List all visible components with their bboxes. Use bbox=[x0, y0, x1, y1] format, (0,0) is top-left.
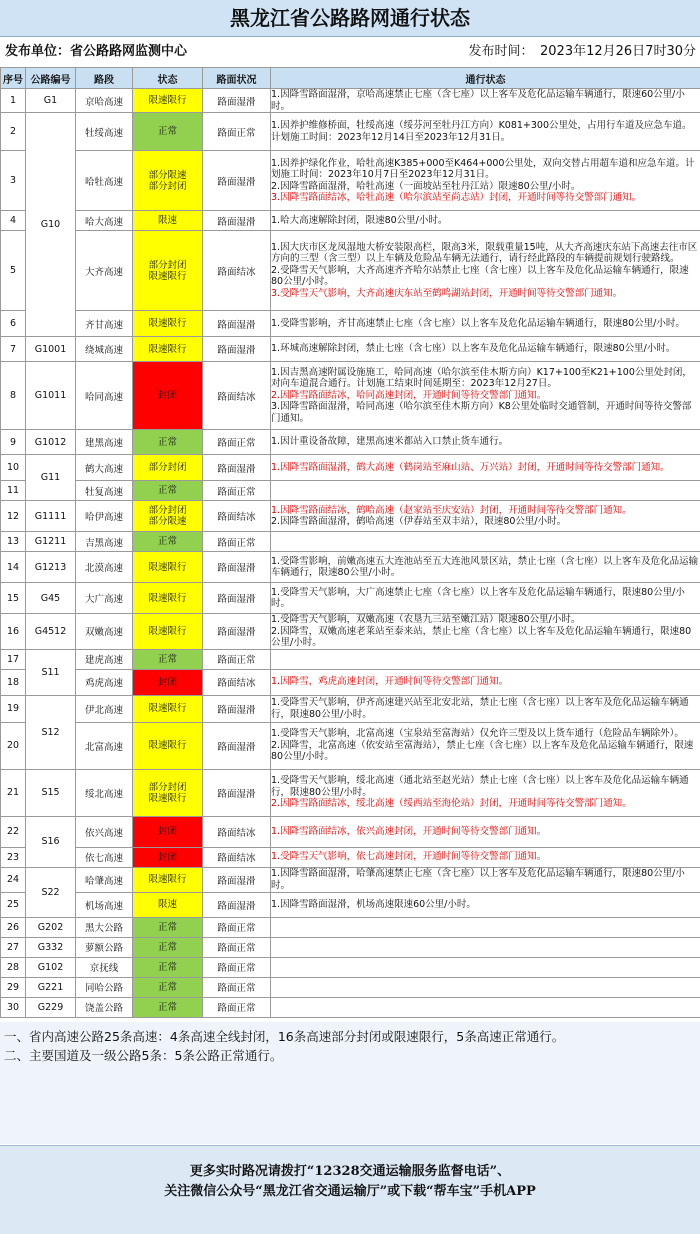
traffic-notes bbox=[271, 151, 700, 211]
road-name: 哈同高速 bbox=[76, 362, 133, 430]
table-row bbox=[1, 362, 700, 430]
status-badge bbox=[133, 769, 203, 816]
page-title: 黑龙江省公路路网通行状态 bbox=[0, 0, 700, 37]
traffic-notes bbox=[271, 481, 700, 501]
header-surface: 路面状况 bbox=[203, 68, 271, 89]
row-number: 24 bbox=[1, 867, 26, 892]
note-line: 1.受降雪天气影响，北富高速（宝泉站至富海站）仅允许三型及以上货车通行（危险品车辆除外）。 bbox=[271, 728, 700, 740]
status-badge: 封闭 bbox=[133, 362, 203, 430]
row-number: 1 bbox=[1, 89, 26, 113]
traffic-notes bbox=[271, 362, 700, 430]
note-line: 1.因计重设备故障，建黑高速米都站入口禁止货车通行。 bbox=[271, 436, 700, 448]
status-badge: 正常 bbox=[133, 917, 203, 937]
table-row bbox=[1, 501, 700, 532]
road-code: G45 bbox=[26, 583, 76, 614]
row-number: 29 bbox=[1, 977, 26, 997]
row-number: 19 bbox=[1, 695, 26, 722]
surface-condition: 路面湿滑 bbox=[203, 89, 271, 113]
road-name: 鸡虎高速 bbox=[76, 669, 133, 695]
traffic-notes bbox=[271, 501, 700, 532]
table-row bbox=[1, 337, 700, 362]
table-row bbox=[1, 867, 700, 892]
note-line: 1.因养护绿化作业，哈牡高速K385+000至K464+000公里处，双向交替占用超车道和应急车道。计划施工时间：2023年10月7日至2023年12月31日。 bbox=[271, 158, 700, 181]
status-badge: 限速限行 bbox=[133, 695, 203, 722]
road-name: 齐甘高速 bbox=[76, 311, 133, 337]
row-number: 2 bbox=[1, 113, 26, 151]
note-line: 1.因吉黑高速附属设施施工，哈同高速（哈尔滨至佳木斯方向）K17+100至K21+100公里处封闭，对向车道混合通行。计划施工结束时间延期至：2023年12月27日。 bbox=[271, 367, 700, 390]
table-row bbox=[1, 430, 700, 455]
row-number: 7 bbox=[1, 337, 26, 362]
road-name: 大广高速 bbox=[76, 583, 133, 614]
row-number: 13 bbox=[1, 532, 26, 552]
note-line: 1.因降雪，鸡虎高速封闭，开通时间等待交警部门通知。 bbox=[271, 676, 700, 688]
row-number: 23 bbox=[1, 847, 26, 867]
note-line: 2.因降雪路面湿滑，哈牡高速（一面坡站至牡丹江站）限速80公里/小时。 bbox=[271, 181, 700, 193]
traffic-notes bbox=[271, 532, 700, 552]
traffic-notes bbox=[271, 957, 700, 977]
traffic-notes bbox=[271, 997, 700, 1017]
status-badge: 部分封闭 bbox=[133, 455, 203, 481]
road-name: 伊北高速 bbox=[76, 695, 133, 722]
road-name: 建黑高速 bbox=[76, 430, 133, 455]
traffic-notes bbox=[271, 211, 700, 231]
note-line: 1.受降雪天气影响，绥北高速（通北站至赵光站）禁止七座（含七座）以上客车及危化品运输车辆通行，限速80公里/小时。 bbox=[271, 775, 700, 798]
status-badge: 正常 bbox=[133, 997, 203, 1017]
table-row bbox=[1, 532, 700, 552]
surface-condition: 路面正常 bbox=[203, 481, 271, 501]
note-line: 2.因降雪路面结冰，哈同高速封闭，开通时间等待交警部门通知。 bbox=[271, 390, 700, 402]
surface-condition: 路面湿滑 bbox=[203, 695, 271, 722]
note-line: 3.因降雪路面湿滑，哈同高速（哈尔滨至佳木斯方向）K8公里处临时交通管制，开通时间等待交警部门通知。 bbox=[271, 401, 700, 424]
summary-line-national: 二、主要国道及一级公路5条：5条公路正常通行。 bbox=[4, 1046, 282, 1064]
status-badge: 封闭 bbox=[133, 816, 203, 847]
note-line: 1.受降雪天气影响，伊齐高速建兴站至北安北站，禁止七座（含七座）以上客车及危化品运输车辆通行，限速80公里/小时。 bbox=[271, 697, 700, 720]
surface-condition: 路面正常 bbox=[203, 957, 271, 977]
surface-condition: 路面正常 bbox=[203, 532, 271, 552]
traffic-notes bbox=[271, 892, 700, 917]
row-number: 30 bbox=[1, 997, 26, 1017]
traffic-notes bbox=[271, 583, 700, 614]
row-number: 15 bbox=[1, 583, 26, 614]
status-text-line: 限速限行 bbox=[133, 793, 202, 804]
traffic-notes bbox=[271, 937, 700, 957]
note-line: 1.环城高速解除封闭，禁止七座（含七座）以上客车及危化品运输车辆通行，限速80公里/小时。 bbox=[271, 343, 700, 355]
status-text-line: 部分封闭 bbox=[133, 782, 202, 793]
summary-line-highways: 一、省内高速公路25条高速：4条高速全线封闭，16条高速部分封闭或限速限行，5条高速正常通行。 bbox=[4, 1027, 564, 1045]
traffic-notes bbox=[271, 669, 700, 695]
traffic-notes bbox=[271, 231, 700, 311]
surface-condition: 路面湿滑 bbox=[203, 455, 271, 481]
note-line: 3.因降雪路面结冰，哈牡高速（哈尔滨站至尚志站）封闭，开通时间等待交警部门通知。 bbox=[271, 192, 700, 204]
header-state: 状态 bbox=[133, 68, 203, 89]
note-line: 1.因降雪路面湿滑，机场高速限速60公里/小时。 bbox=[271, 899, 700, 911]
status-badge: 限速 bbox=[133, 892, 203, 917]
road-code: G229 bbox=[26, 997, 76, 1017]
status-text-line: 部分封闭 bbox=[133, 181, 202, 192]
row-number: 16 bbox=[1, 614, 26, 650]
footer-section bbox=[0, 1145, 700, 1234]
status-badge: 正常 bbox=[133, 977, 203, 997]
road-code: G332 bbox=[26, 937, 76, 957]
row-number: 9 bbox=[1, 430, 26, 455]
road-code: S16 bbox=[26, 816, 76, 867]
traffic-notes bbox=[271, 89, 700, 113]
road-name: 哈肇高速 bbox=[76, 867, 133, 892]
traffic-notes bbox=[271, 917, 700, 937]
note-line: 2.因降雪路面结冰，绥北高速（绥西站至海伦站）封闭，开通时间等待交警部门通知。 bbox=[271, 798, 700, 810]
table-row bbox=[1, 722, 700, 769]
status-badge bbox=[133, 501, 203, 532]
surface-condition: 路面结冰 bbox=[203, 816, 271, 847]
traffic-notes bbox=[271, 977, 700, 997]
note-line: 1.受降雪影响，前嫩高速五大连池站至五大连池风景区站，禁止七座（含七座）以上客车及危化品运输车辆通行，限速80公里/小时。 bbox=[271, 556, 700, 579]
road-code: G10 bbox=[26, 113, 76, 337]
traffic-notes bbox=[271, 113, 700, 151]
row-number: 17 bbox=[1, 649, 26, 669]
surface-condition: 路面湿滑 bbox=[203, 892, 271, 917]
row-number: 5 bbox=[1, 231, 26, 311]
status-badge: 限速 bbox=[133, 211, 203, 231]
header-no: 序号 bbox=[1, 68, 26, 89]
traffic-notes bbox=[271, 614, 700, 650]
note-line: 2.受降雪天气影响，大齐高速齐齐哈尔站禁止七座（含七座）以上客车及危化品运输车辆通行，限速80公里/小时。 bbox=[271, 265, 700, 288]
status-text-line: 限速限行 bbox=[133, 271, 202, 282]
status-text-line: 部分限速 bbox=[133, 516, 202, 527]
table-row bbox=[1, 816, 700, 847]
footer-line-hotline: 更多实时路况请拨打“12328交通运输服务监督电话”、 bbox=[0, 1160, 700, 1179]
status-badge bbox=[133, 231, 203, 311]
road-name: 大齐高速 bbox=[76, 231, 133, 311]
road-name: 京哈高速 bbox=[76, 89, 133, 113]
table-row bbox=[1, 151, 700, 211]
row-number: 14 bbox=[1, 552, 26, 583]
note-line: 1.因降雪路面结冰，鹤哈高速（赵家站至庆安站）封闭，开通时间等待交警部门通知。 bbox=[271, 505, 700, 517]
row-number: 25 bbox=[1, 892, 26, 917]
publish-time: 发布时间： 2023年12月26日7时30分 bbox=[469, 37, 696, 67]
road-name: 北漠高速 bbox=[76, 552, 133, 583]
header-code: 公路编号 bbox=[26, 68, 76, 89]
table-row bbox=[1, 552, 700, 583]
row-number: 10 bbox=[1, 455, 26, 481]
status-badge: 限速限行 bbox=[133, 867, 203, 892]
road-code: G202 bbox=[26, 917, 76, 937]
road-code: G1001 bbox=[26, 337, 76, 362]
surface-condition: 路面湿滑 bbox=[203, 552, 271, 583]
road-name: 绕城高速 bbox=[76, 337, 133, 362]
publish-bar bbox=[0, 37, 700, 67]
note-line: 1.受降雪天气影响，依七高速封闭，开通时间等待交警部门通知。 bbox=[271, 851, 700, 863]
road-code: S15 bbox=[26, 769, 76, 816]
status-text-line: 部分封闭 bbox=[133, 260, 202, 271]
note-line: 1.因降雪路面湿滑，哈肇高速禁止七座（含七座）以上客车及危化品运输车辆通行，限速80公里/小时。 bbox=[271, 868, 700, 891]
table-row bbox=[1, 977, 700, 997]
row-number: 21 bbox=[1, 769, 26, 816]
road-code: G1111 bbox=[26, 501, 76, 532]
road-code: S22 bbox=[26, 867, 76, 917]
table-row bbox=[1, 113, 700, 151]
table-row bbox=[1, 957, 700, 977]
surface-condition: 路面结冰 bbox=[203, 669, 271, 695]
surface-condition: 路面湿滑 bbox=[203, 583, 271, 614]
status-badge: 正常 bbox=[133, 532, 203, 552]
status-badge: 封闭 bbox=[133, 847, 203, 867]
road-name: 京抚线 bbox=[76, 957, 133, 977]
road-name: 哈伊高速 bbox=[76, 501, 133, 532]
road-code: G102 bbox=[26, 957, 76, 977]
surface-condition: 路面正常 bbox=[203, 430, 271, 455]
traffic-notes bbox=[271, 649, 700, 669]
row-number: 11 bbox=[1, 481, 26, 501]
surface-condition: 路面正常 bbox=[203, 977, 271, 997]
table-row bbox=[1, 917, 700, 937]
traffic-notes bbox=[271, 552, 700, 583]
note-line: 3.受降雪天气影响，大齐高速庆东站至鹤鸣湖站封闭，开通时间等待交警部门通知。 bbox=[271, 288, 700, 300]
table-row bbox=[1, 695, 700, 722]
status-badge: 限速限行 bbox=[133, 89, 203, 113]
status-badge: 正常 bbox=[133, 957, 203, 977]
surface-condition: 路面湿滑 bbox=[203, 867, 271, 892]
table-row bbox=[1, 481, 700, 501]
surface-condition: 路面湿滑 bbox=[203, 337, 271, 362]
status-badge bbox=[133, 151, 203, 211]
table-row bbox=[1, 311, 700, 337]
road-name: 鹤大高速 bbox=[76, 455, 133, 481]
row-number: 22 bbox=[1, 816, 26, 847]
note-line: 2.因降雪，北富高速（依安站至富海站），禁止七座（含七座）以上客车及危化品运输车辆通行，限速80公里/小时。 bbox=[271, 740, 700, 763]
traffic-notes bbox=[271, 455, 700, 481]
table-row bbox=[1, 211, 700, 231]
table-row bbox=[1, 455, 700, 481]
surface-condition: 路面正常 bbox=[203, 917, 271, 937]
row-number: 4 bbox=[1, 211, 26, 231]
publisher-label: 发布单位：省公路路网监测中心 bbox=[5, 37, 187, 67]
road-code: G1011 bbox=[26, 362, 76, 430]
status-badge: 正常 bbox=[133, 430, 203, 455]
road-name: 黑大公路 bbox=[76, 917, 133, 937]
status-badge: 正常 bbox=[133, 649, 203, 669]
road-name: 绥北高速 bbox=[76, 769, 133, 816]
status-badge: 正常 bbox=[133, 113, 203, 151]
road-name: 哈牡高速 bbox=[76, 151, 133, 211]
surface-condition: 路面正常 bbox=[203, 649, 271, 669]
status-badge: 限速限行 bbox=[133, 552, 203, 583]
note-line: 1.因降雪路面结冰，依兴高速封闭，开通时间等待交警部门通知。 bbox=[271, 826, 700, 838]
table-row bbox=[1, 847, 700, 867]
traffic-notes bbox=[271, 337, 700, 362]
road-code: G1211 bbox=[26, 532, 76, 552]
surface-condition: 路面湿滑 bbox=[203, 311, 271, 337]
surface-condition: 路面结冰 bbox=[203, 847, 271, 867]
road-name: 牡复高速 bbox=[76, 481, 133, 501]
table-row bbox=[1, 937, 700, 957]
traffic-notes bbox=[271, 847, 700, 867]
surface-condition: 路面正常 bbox=[203, 997, 271, 1017]
row-number: 18 bbox=[1, 669, 26, 695]
note-line: 1.因大庆市区龙凤湿地大桥安装限高栏，限高3米，限载重量15吨，从大齐高速庆东站下高速去往市区方向的三型（含三型）以上车辆及危险品车辆无法通行，请行经此路段的车辆提前规划行驶路线。 bbox=[271, 242, 700, 265]
footer-line-app: 关注微信公众号“黑龙江省交通运输厅”或下载“帮车宝”手机APP bbox=[0, 1180, 700, 1199]
road-code: G1012 bbox=[26, 430, 76, 455]
road-name: 依七高速 bbox=[76, 847, 133, 867]
surface-condition: 路面湿滑 bbox=[203, 769, 271, 816]
table-row bbox=[1, 649, 700, 669]
status-badge: 限速限行 bbox=[133, 583, 203, 614]
note-line: 1.受降雪天气影响，双嫩高速（农垦九三站至嫩江站）限速80公里/小时。 bbox=[271, 614, 700, 626]
traffic-notes bbox=[271, 695, 700, 722]
row-number: 20 bbox=[1, 722, 26, 769]
note-line: 1.因降雪路面湿滑，京哈高速禁止七座（含七座）以上客车及危化品运输车辆通行，限速60公里/小时。 bbox=[271, 89, 700, 112]
row-number: 6 bbox=[1, 311, 26, 337]
road-code: S12 bbox=[26, 695, 76, 769]
table-row bbox=[1, 89, 700, 113]
table-row bbox=[1, 997, 700, 1017]
road-name: 同哈公路 bbox=[76, 977, 133, 997]
surface-condition: 路面正常 bbox=[203, 113, 271, 151]
status-badge: 封闭 bbox=[133, 669, 203, 695]
road-name: 机场高速 bbox=[76, 892, 133, 917]
road-code: G221 bbox=[26, 977, 76, 997]
road-name: 牡绥高速 bbox=[76, 113, 133, 151]
table-row bbox=[1, 583, 700, 614]
table-row bbox=[1, 769, 700, 816]
surface-condition: 路面湿滑 bbox=[203, 211, 271, 231]
row-number: 26 bbox=[1, 917, 26, 937]
row-number: 27 bbox=[1, 937, 26, 957]
row-number: 28 bbox=[1, 957, 26, 977]
road-code: S11 bbox=[26, 649, 76, 695]
traffic-notes bbox=[271, 311, 700, 337]
note-line: 2.因降雪路面湿滑，鹤哈高速（伊春站至双丰站），限速80公里/小时。 bbox=[271, 516, 700, 528]
surface-condition: 路面结冰 bbox=[203, 362, 271, 430]
row-number: 8 bbox=[1, 362, 26, 430]
status-text-line: 部分限速 bbox=[133, 170, 202, 181]
note-line: 1.因降雪路面湿滑，鹤大高速（鹤岗站至麻山站、万兴站）封闭，开通时间等待交警部门通知。 bbox=[271, 462, 700, 474]
table-row bbox=[1, 669, 700, 695]
road-name: 萝额公路 bbox=[76, 937, 133, 957]
note-line: 1.哈大高速解除封闭，限速80公里/小时。 bbox=[271, 215, 700, 227]
surface-condition: 路面湿滑 bbox=[203, 151, 271, 211]
table-row bbox=[1, 231, 700, 311]
header-notes: 通行状态 bbox=[271, 68, 700, 89]
traffic-notes bbox=[271, 867, 700, 892]
table-header-row bbox=[1, 68, 700, 89]
note-line: 1.受降雪影响，齐甘高速禁止七座（含七座）以上客车及危化品运输车辆通行，限速80公里/小时。 bbox=[271, 318, 700, 330]
row-number: 3 bbox=[1, 151, 26, 211]
surface-condition: 路面湿滑 bbox=[203, 614, 271, 650]
status-badge: 限速限行 bbox=[133, 311, 203, 337]
summary-section bbox=[0, 1022, 700, 1144]
traffic-notes bbox=[271, 722, 700, 769]
traffic-notes bbox=[271, 430, 700, 455]
traffic-notes bbox=[271, 769, 700, 816]
road-name: 北富高速 bbox=[76, 722, 133, 769]
row-number: 12 bbox=[1, 501, 26, 532]
surface-condition: 路面湿滑 bbox=[203, 722, 271, 769]
status-badge: 限速限行 bbox=[133, 722, 203, 769]
note-line: 1.受降雪天气影响，大广高速禁止七座（含七座）以上客车及危化品运输车辆通行，限速80公里/小时。 bbox=[271, 587, 700, 610]
status-badge: 限速限行 bbox=[133, 337, 203, 362]
road-code: G1 bbox=[26, 89, 76, 113]
road-name: 双嫩高速 bbox=[76, 614, 133, 650]
road-code: G1213 bbox=[26, 552, 76, 583]
road-name: 饶盖公路 bbox=[76, 997, 133, 1017]
road-name: 哈大高速 bbox=[76, 211, 133, 231]
status-text-line: 部分封闭 bbox=[133, 505, 202, 516]
surface-condition: 路面正常 bbox=[203, 937, 271, 957]
road-code: G4512 bbox=[26, 614, 76, 650]
road-name: 建虎高速 bbox=[76, 649, 133, 669]
note-line: 1.因养护维修桥面，牡绥高速（绥芬河至牡丹江方向）K081+300公里处，占用行车道及应急车道。计划施工时间：2023年12月14日至2023年12月31日。 bbox=[271, 120, 700, 143]
status-badge: 正常 bbox=[133, 481, 203, 501]
road-status-table bbox=[0, 67, 700, 1018]
table-row bbox=[1, 892, 700, 917]
road-code: G11 bbox=[26, 455, 76, 501]
traffic-notes bbox=[271, 816, 700, 847]
status-badge: 限速限行 bbox=[133, 614, 203, 650]
header-road: 路段 bbox=[76, 68, 133, 89]
road-name: 依兴高速 bbox=[76, 816, 133, 847]
table-row bbox=[1, 614, 700, 650]
road-name: 吉黑高速 bbox=[76, 532, 133, 552]
note-line: 2.因降雪，双嫩高速老莱站至泰来站，禁止七座（含七座）以上客车及危化品运输车辆通行，限速80公里/小时。 bbox=[271, 626, 700, 649]
surface-condition: 路面结冰 bbox=[203, 501, 271, 532]
surface-condition: 路面结冰 bbox=[203, 231, 271, 311]
status-badge: 正常 bbox=[133, 937, 203, 957]
